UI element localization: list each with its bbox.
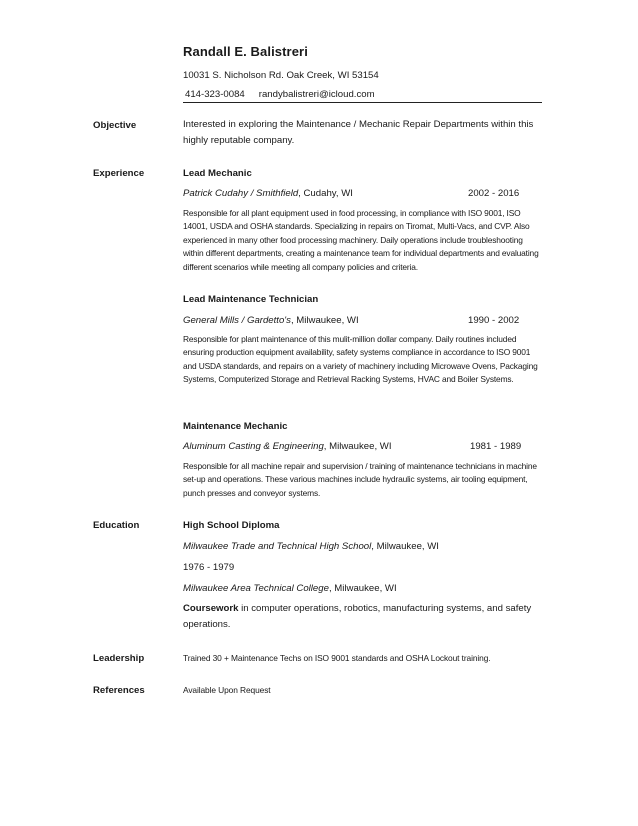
section-label-references: References <box>93 685 145 696</box>
job-description-block <box>183 207 543 274</box>
job-description: Responsible for all plant equipment used in food processing, in compliance with ISO 9001, ISO 14001, USDA and OSHA standards. Specializing in repairs on Tiromat, Multi-Vacs, and CVP. Also experienced in many other food processing machinery. Daily operations include troubleshooting within different departments, creating a maintenance team for individual departments and evaluating different scenarios while meeting all company policies and criteria. <box>183 208 539 272</box>
candidate-name: Randall E. Balistreri <box>183 44 308 59</box>
job-description-block <box>183 460 543 500</box>
degree-title: High School Diploma <box>183 520 280 531</box>
coursework-block <box>183 601 543 633</box>
address: 10031 S. Nicholson Rd. Oak Creek, WI 53154 <box>183 70 379 81</box>
school-name: Milwaukee Area Technical College <box>183 583 329 594</box>
job-title: Lead Mechanic <box>183 168 252 179</box>
email: randybalistreri@icloud.com <box>258 89 375 100</box>
employer-row <box>183 188 543 202</box>
school-row <box>183 583 543 594</box>
job-entry <box>183 421 543 432</box>
job-description: Responsible for all machine repair and supervision / training of maintenance technicians in machine set-up and operations. These various machines include hydraulic systems, air tooling equipment, punch presses and conveyor systems. <box>183 461 537 498</box>
references-section <box>183 685 543 695</box>
school-location: , Milwaukee, WI <box>371 541 439 552</box>
job-title: Lead Maintenance Technician <box>183 294 319 305</box>
references-text: Available Upon Request <box>183 685 271 695</box>
employer-name: Aluminum Casting & Engineering <box>183 441 324 452</box>
employer-name: General Mills / Gardetto's <box>183 315 291 326</box>
degree-title-block <box>183 520 543 531</box>
leadership-text: Trained 30 + Maintenance Techs on ISO 9001 standards and OSHA Lockout training. <box>183 653 491 663</box>
section-label-experience: Experience <box>93 168 145 179</box>
job-description: Responsible for plant maintenance of this mulit-million dollar company. Daily routines included ensuring production equipment availability, safety systems compliance in accordance to ISO 9001 and USDA standards, and repairs on a variety of machinery including Microwave Ovens, Packaging Systems, Computerized Storage and Retrieval Racking Systems, HVAC and Boiler Systems. <box>183 334 538 385</box>
employer-location: , Milwaukee, WI <box>323 441 392 452</box>
job-entry <box>183 168 543 179</box>
resume-header <box>183 44 543 100</box>
objective-section <box>183 117 543 149</box>
coursework-label: Coursework <box>183 603 239 614</box>
employer-name: Patrick Cudahy / Smithfield <box>183 188 299 199</box>
employer-location: , Milwaukee, WI <box>290 315 359 326</box>
job-dates: 1990 - 2002 <box>468 315 520 326</box>
job-dates: 2002 - 2016 <box>468 188 520 199</box>
contact-line <box>183 89 543 100</box>
school-location: , Milwaukee, WI <box>328 583 397 594</box>
objective-text: Interested in exploring the Maintenance / Mechanic Repair Departments within this highly reputable company. <box>183 119 534 146</box>
years-row <box>183 562 543 573</box>
job-entry <box>183 294 543 305</box>
employer-row <box>183 315 543 329</box>
job-dates: 1981 - 1989 <box>470 441 522 452</box>
coursework-text: in computer operations, robotics, manufacturing systems, and safety operations. <box>183 603 532 630</box>
employer-location: , Cudahy, WI <box>298 188 353 199</box>
job-title: Maintenance Mechanic <box>183 421 288 432</box>
section-label-objective: Objective <box>93 120 137 131</box>
school-name: Milwaukee Trade and Technical High School <box>183 541 372 552</box>
section-label-education: Education <box>93 520 140 531</box>
header-divider <box>183 102 542 103</box>
school-row <box>183 541 543 552</box>
job-description-block <box>183 333 543 387</box>
section-label-leadership: Leadership <box>93 653 145 664</box>
phone: 414-323-0084 <box>185 89 245 100</box>
school-years: 1976 - 1979 <box>183 562 235 573</box>
leadership-section <box>183 653 543 663</box>
employer-row <box>183 441 543 455</box>
